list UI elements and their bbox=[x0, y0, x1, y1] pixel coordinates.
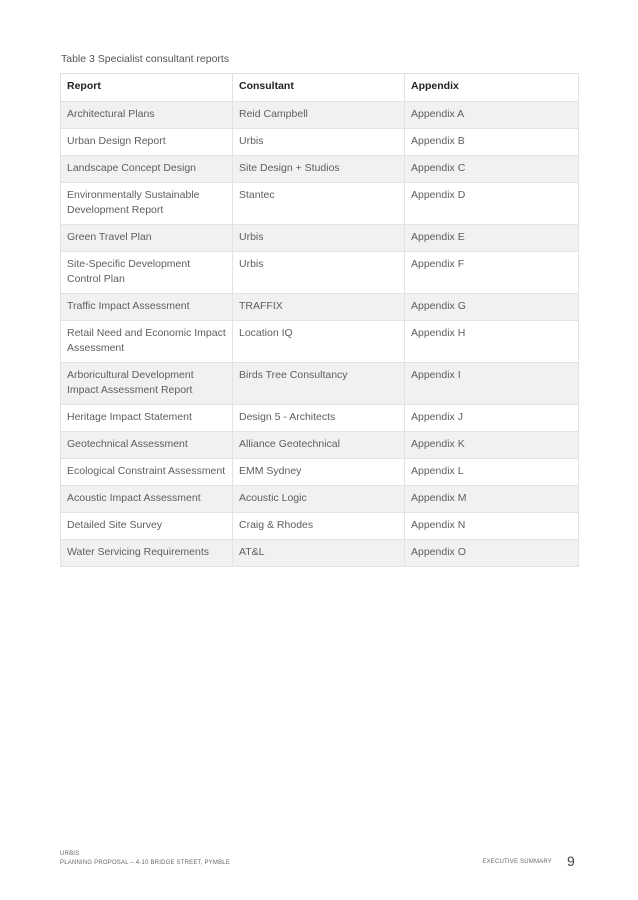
cell-report: Architectural Plans bbox=[61, 102, 233, 129]
cell-report: Detailed Site Survey bbox=[61, 513, 233, 540]
cell-appendix: Appendix L bbox=[405, 459, 579, 486]
table-row bbox=[61, 363, 579, 405]
page-number: 9 bbox=[567, 853, 575, 869]
cell-consultant: Craig & Rhodes bbox=[233, 513, 405, 540]
cell-consultant: TRAFFIX bbox=[233, 294, 405, 321]
cell-consultant: Location IQ bbox=[233, 321, 405, 363]
table-row bbox=[61, 252, 579, 294]
cell-appendix: Appendix G bbox=[405, 294, 579, 321]
table-row bbox=[61, 486, 579, 513]
cell-report: Traffic Impact Assessment bbox=[61, 294, 233, 321]
table-row bbox=[61, 432, 579, 459]
cell-appendix: Appendix H bbox=[405, 321, 579, 363]
header-consultant: Consultant bbox=[233, 74, 405, 102]
cell-report: Site-Specific Development Control Plan bbox=[61, 252, 233, 294]
cell-appendix: Appendix M bbox=[405, 486, 579, 513]
table-row bbox=[61, 405, 579, 432]
cell-appendix: Appendix O bbox=[405, 540, 579, 567]
cell-consultant: Design 5 - Architects bbox=[233, 405, 405, 432]
table-row bbox=[61, 294, 579, 321]
header-report: Report bbox=[61, 74, 233, 102]
table-row bbox=[61, 540, 579, 567]
cell-consultant: AT&L bbox=[233, 540, 405, 567]
cell-report: Urban Design Report bbox=[61, 129, 233, 156]
cell-report: Landscape Concept Design bbox=[61, 156, 233, 183]
cell-appendix: Appendix E bbox=[405, 225, 579, 252]
table-caption: Table 3 Specialist consultant reports bbox=[61, 53, 230, 65]
header-appendix: Appendix bbox=[405, 74, 579, 102]
cell-report: Green Travel Plan bbox=[61, 225, 233, 252]
cell-consultant: Reid Campbell bbox=[233, 102, 405, 129]
cell-report: Water Servicing Requirements bbox=[61, 540, 233, 567]
footer-section: EXECUTIVE SUMMARY bbox=[482, 859, 552, 865]
footer-project: PLANNING PROPOSAL – 4-10 BRIDGE STREET, PYMBLE bbox=[60, 860, 231, 866]
footer-company: URBIS bbox=[60, 851, 80, 857]
cell-report: Environmentally Sustainable Development Report bbox=[61, 183, 233, 225]
cell-report: Heritage Impact Statement bbox=[61, 405, 233, 432]
cell-consultant: Urbis bbox=[233, 252, 405, 294]
cell-appendix: Appendix I bbox=[405, 363, 579, 405]
cell-consultant: Birds Tree Consultancy bbox=[233, 363, 405, 405]
table-row bbox=[61, 129, 579, 156]
cell-appendix: Appendix D bbox=[405, 183, 579, 225]
cell-consultant: Urbis bbox=[233, 225, 405, 252]
cell-consultant: Urbis bbox=[233, 129, 405, 156]
table-row bbox=[61, 225, 579, 252]
cell-report: Geotechnical Assessment bbox=[61, 432, 233, 459]
table-row bbox=[61, 459, 579, 486]
cell-report: Acoustic Impact Assessment bbox=[61, 486, 233, 513]
cell-consultant: Acoustic Logic bbox=[233, 486, 405, 513]
cell-consultant: Stantec bbox=[233, 183, 405, 225]
table-row bbox=[61, 102, 579, 129]
cell-appendix: Appendix A bbox=[405, 102, 579, 129]
cell-report: Arboricultural Development Impact Assessment Report bbox=[61, 363, 233, 405]
cell-report: Retail Need and Economic Impact Assessment bbox=[61, 321, 233, 363]
table-row bbox=[61, 156, 579, 183]
cell-appendix: Appendix K bbox=[405, 432, 579, 459]
table-row bbox=[61, 321, 579, 363]
cell-consultant: EMM Sydney bbox=[233, 459, 405, 486]
cell-appendix: Appendix F bbox=[405, 252, 579, 294]
page-footer bbox=[60, 850, 230, 868]
cell-appendix: Appendix C bbox=[405, 156, 579, 183]
table-header-row bbox=[61, 74, 579, 102]
table-row bbox=[61, 513, 579, 540]
cell-appendix: Appendix N bbox=[405, 513, 579, 540]
table-row bbox=[61, 183, 579, 225]
cell-consultant: Site Design + Studios bbox=[233, 156, 405, 183]
cell-report: Ecological Constraint Assessment bbox=[61, 459, 233, 486]
consultant-reports-table-container bbox=[60, 73, 578, 567]
cell-consultant: Alliance Geotechnical bbox=[233, 432, 405, 459]
cell-appendix: Appendix B bbox=[405, 129, 579, 156]
cell-appendix: Appendix J bbox=[405, 405, 579, 432]
consultant-reports-table bbox=[60, 73, 579, 567]
